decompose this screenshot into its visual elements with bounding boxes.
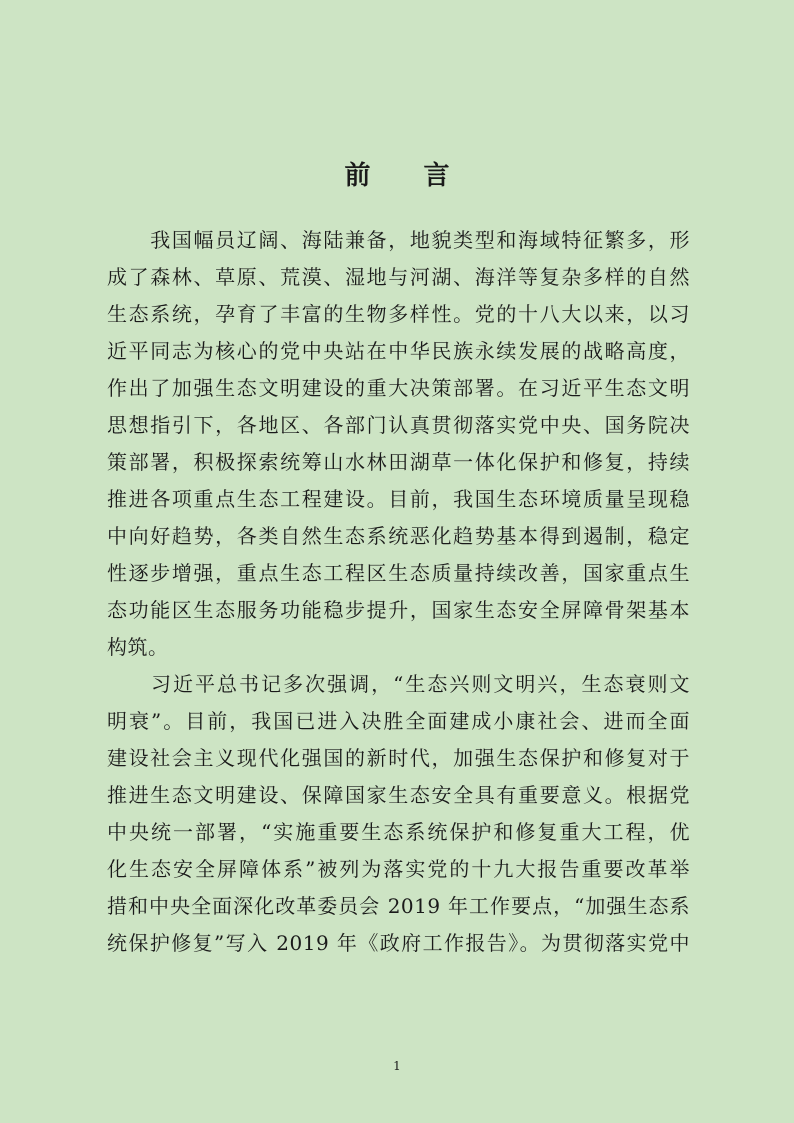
text-line: 习近平总书记多次强调，“生态兴则文明兴，生态衰则文 [107, 672, 690, 696]
text-line: 统保护修复”写入 2019 年《政府工作报告》。为贯彻落实党中 [107, 931, 690, 955]
page-title: 前 言 [344, 161, 472, 191]
text-line: 推进生态文明建设、保障国家生态安全具有重要意义。根据党 [107, 783, 690, 807]
text-line: 生态系统，孕育了丰富的生物多样性。党的十八大以来，以习 [107, 302, 690, 326]
text-line: 态功能区生态服务功能稳步提升，国家生态安全屏障骨架基本 [107, 598, 690, 622]
text-line: 性逐步增强，重点生态工程区生态质量持续改善，国家重点生 [107, 561, 690, 585]
text-line: 措和中央全面深化改革委员会 2019 年工作要点，“加强生态系 [107, 894, 690, 918]
body-text [107, 222, 690, 962]
text-line: 近平同志为核心的党中央站在中华民族永续发展的战略高度， [107, 339, 690, 363]
text-line: 策部署，积极探索统筹山水林田湖草一体化保护和修复，持续 [107, 450, 690, 474]
text-line: 成了森林、草原、荒漠、湿地与河湖、海洋等复杂多样的自然 [107, 265, 690, 289]
text-line: 化生态安全屏障体系”被列为落实党的十九大报告重要改革举 [107, 857, 690, 881]
text-line: 中向好趋势，各类自然生态系统恶化趋势基本得到遏制，稳定 [107, 524, 690, 548]
text-line: 我国幅员辽阔、海陆兼备，地貌类型和海域特征繁多，形 [107, 228, 690, 252]
text-line: 思想指引下，各地区、各部门认真贯彻落实党中央、国务院决 [107, 413, 690, 437]
text-line: 作出了加强生态文明建设的重大决策部署。在习近平生态文明 [107, 376, 690, 400]
text-line: 建设社会主义现代化强国的新时代，加强生态保护和修复对于 [107, 746, 690, 770]
text-line: 中央统一部署，“实施重要生态系统保护和修复重大工程，优 [107, 820, 690, 844]
page-number: 1 [393, 1059, 401, 1073]
text-line: 构筑。 [107, 635, 169, 659]
text-line: 明衰”。目前，我国已进入决胜全面建成小康社会、进而全面 [107, 709, 690, 733]
text-line: 推进各项重点生态工程建设。目前，我国生态环境质量呈现稳 [107, 487, 690, 511]
